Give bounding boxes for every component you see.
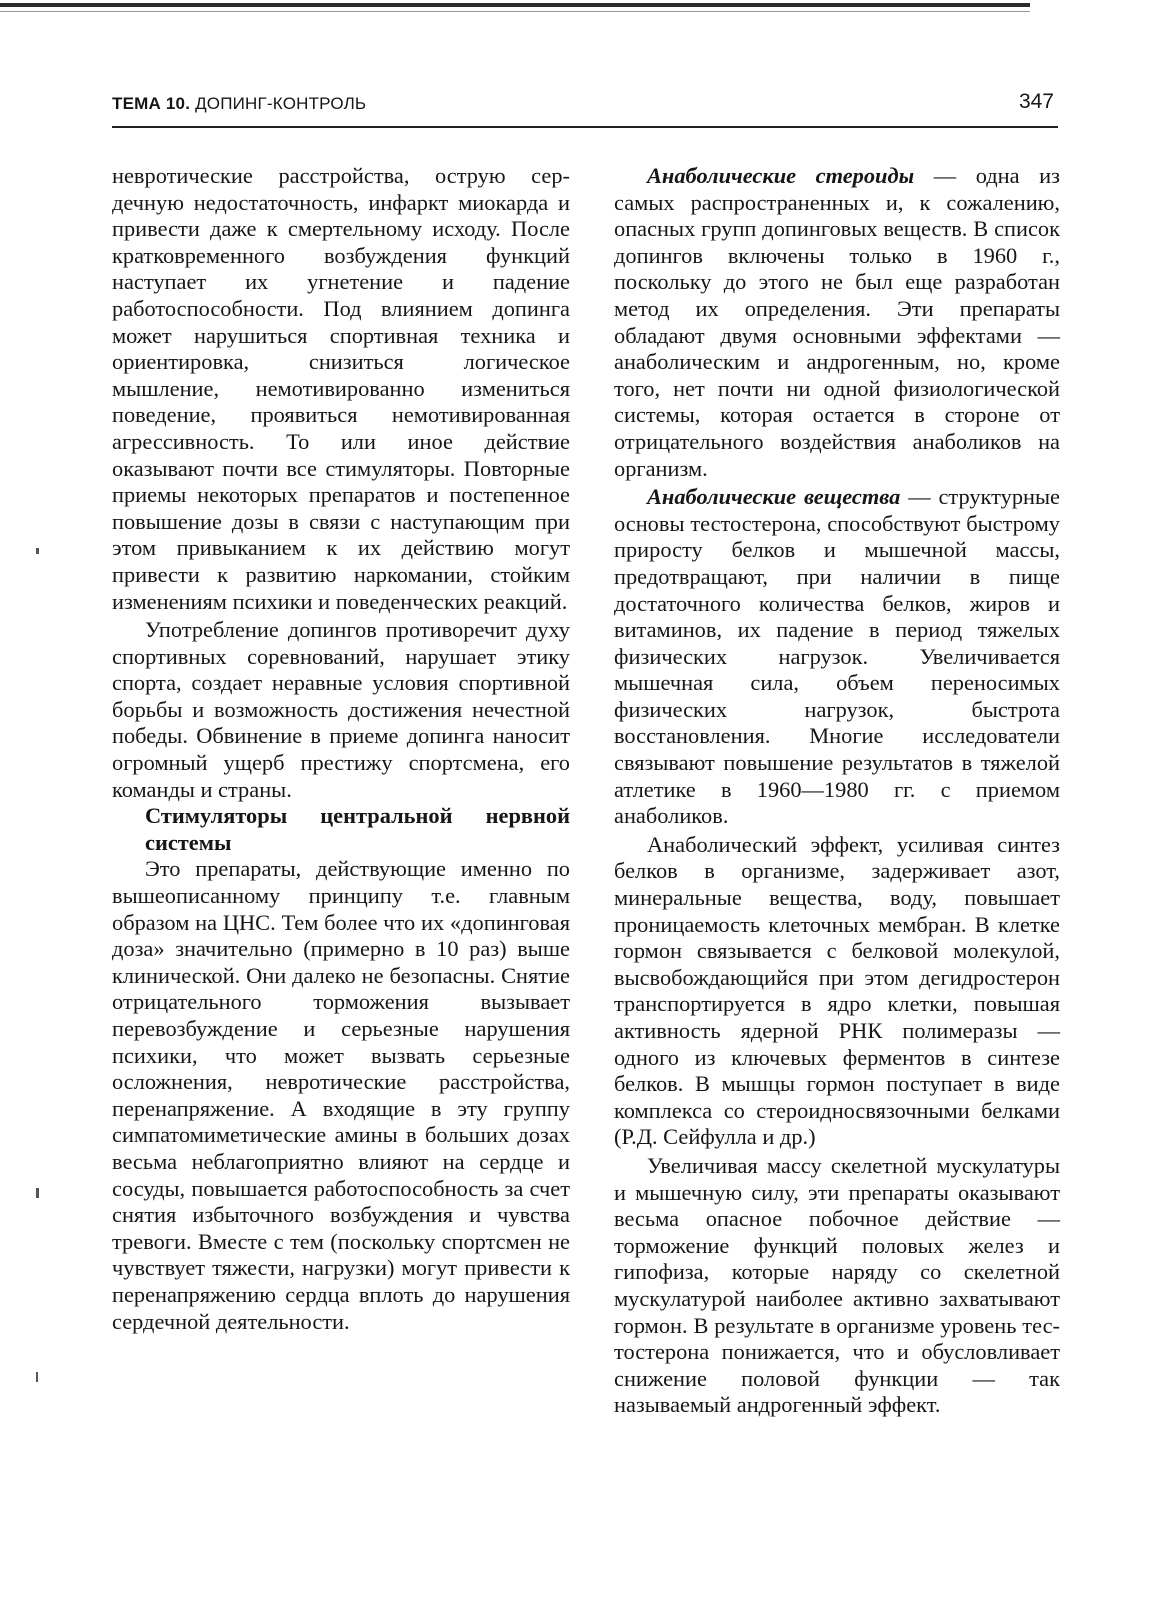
running-header: [112, 92, 1058, 128]
paragraph: Увеличивая массу скелетной мускулатуры и мышечную силу, эти препараты оказывают весьма опасное побочное действие — торможение функций половых желез и гипофиза, которые наряду со скелетной мускулатурой наиболее активно захватывают гормон. В результате в организме уровень тестостерона понижается, что и обусловливает снижение половой функции — так называемый андрогенный эффект.: [614, 1152, 1060, 1418]
paragraph: Это препараты, действующие именно по вышеописанному принципу т.е. главным образом на ЦНС. Тем более что их «допинговая доза» значительно (примерно в 10 раз) выше клинической. Они далеко не безопасны. Снятие отрицательного торможения вызывает перевозбуждение и серьезные нарушения психики, что может вызвать серьезные осложнения, невротические расстройства, перенапряжение. А входящие в эту группу симпатомиметические амины в больших дозах весьма неблагоприятно влияют на сердце и сосуды, повышается работоспособность за счет снятия избыточного возбуждения и чувства тревоги. Вместе с тем (поскольку спортсмен не чувствует тяжести, нагрузки) могут привести к перенапряжению сердца вплоть до нарушения сердечной деятельности.: [112, 856, 570, 1334]
paragraph: невротические расстройства, острую сердечную недостаточность, инфаркт миокарда и привести даже к смертельному исходу. После кратковременного возбуждения функций наступает их угнетение и падение работоспособности. Под влиянием допинга может нарушиться спортивная техника и ориентировка, снизиться логическое мышление, немотивированно измениться поведение, проявиться немотивированная агрессивность. То или иное действие оказывают почти все стимуляторы. Повторные приемы некоторых препаратов и постепенное повышение дозы в связи с наступающим при этом привыканием к их действию могут привести к развитию наркомании, стойким изменениям психики и поведенческих реакций.: [112, 163, 570, 614]
running-header-title: [112, 94, 366, 114]
run-in-term: Анаболические стероиды: [647, 163, 915, 188]
margin-mark: [36, 548, 39, 554]
section-heading: Стимуляторы центральной нервной системы: [145, 803, 570, 855]
paragraph-text: — структурные основы тестостерона, способствуют быстрому приросту белков и мышечной массы, предотвращают, при наличии в пище достаточного количества белков, жиров и витаминов, их падение в период тяжелых физических нагрузок. Увеличивается мышечная сила, объем переносимых физических нагрузок, быстрота восстановления. Многие исследователи связывают повышение результатов в тяжелой атлетике в 1960—1980 гг. с приемом анаболиков.: [614, 484, 1060, 829]
margin-mark: [36, 1372, 38, 1382]
paragraph-text: — одна из самых распространенных и, к сожалению, опасных групп допинговых веществ. В список допингов включены только в 1960 г., поскольку до этого не был еще разработан метод их определения. Эти препараты обладают двумя основными эффектами — анаболическим и андрогенным, но, кроме того, нет почти ни одной физиологической системы, которая остается в стороне от отрицательного воздействия анаболиков на организм.: [614, 163, 1060, 481]
right-column: [614, 163, 1060, 1419]
margin-mark: [36, 1188, 39, 1198]
page-number: 347: [1018, 90, 1054, 113]
top-scan-rule: [0, 3, 1030, 7]
paragraph: Анаболический эффект, усиливая синтез белков в организме, задерживает азот, минеральные вещества, воду, повышает проницаемость клеточных мембран. В клетке гормон связывается с белковой молекулой, высвобождающийся при этом дегидростерон транспортируется в ядро клетки, повышая активность ядерной РНК полимеразы — одного из ключевых ферментов в синтезе белков. В мышцы гормон поступает в виде комплекса со стероидносвязочными белками (Р.Д. Сейфулла и др.): [614, 831, 1060, 1150]
paragraph: [614, 163, 1060, 482]
left-column: [112, 163, 570, 1335]
top-scan-rule-thin: [0, 11, 1030, 12]
topic-label: ТЕМА 10.: [112, 94, 191, 113]
paragraph: [614, 484, 1060, 830]
run-in-term: Анаболические вещества: [647, 484, 901, 510]
paragraph: Употребление допингов противоречит духу спортивных соревнований, нарушает этику спорта, создает неравные условия спортивной борьбы и возможность достижения нечестной победы. Обвинение в приеме допинга наносит огромный ущерб престижу спортсмена, его команды и страны.: [112, 617, 570, 802]
topic-title: ДОПИНГ-КОНТРОЛЬ: [195, 94, 367, 113]
